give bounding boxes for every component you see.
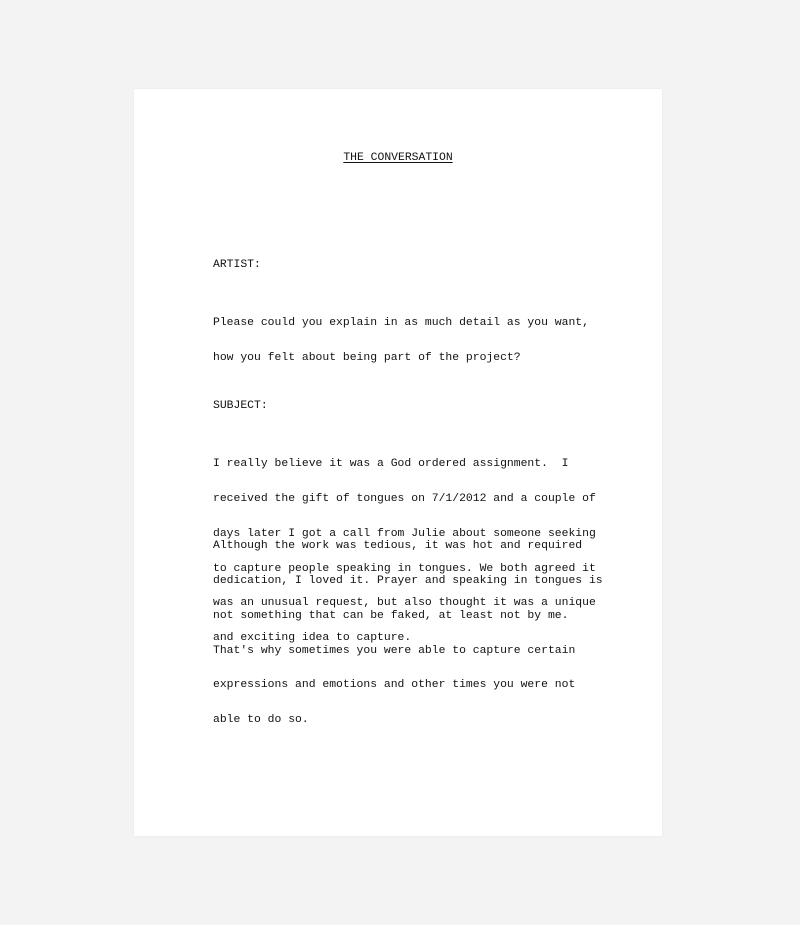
subject-label: SUBJECT: — [213, 400, 268, 412]
artist-label: ARTIST: — [213, 259, 261, 271]
text-line: received the gift of tongues on 7/1/2012 and a couple of — [213, 492, 596, 505]
text-line: I really believe it was a God ordered assignment. I — [213, 458, 569, 471]
text-line: Please could you explain in as much detail as you want, — [213, 317, 589, 330]
text-line: expressions and emotions and other times you were not — [213, 679, 576, 692]
text-line: Although the work was tedious, it was hot and required — [213, 540, 583, 553]
subject-answer-paragraph-2 — [213, 518, 603, 750]
text-line: not something that can be faked, at least not by me. — [213, 609, 569, 622]
text-line: and exciting idea to capture. — [213, 632, 412, 645]
document-page — [134, 89, 662, 836]
text-line: able to do so. — [213, 714, 309, 727]
document-title: THE CONVERSATION — [343, 152, 453, 164]
text-line: days later I got a call from Julie about someone seeking — [213, 527, 596, 540]
text-line: dedication, I loved it. Prayer and speaking in tongues is — [213, 574, 603, 587]
text-line: how you felt about being part of the project? — [213, 351, 521, 364]
text-line: to capture people speaking in tongues. We both agreed it — [213, 562, 596, 575]
artist-question — [213, 295, 589, 388]
text-line: was an unusual request, but also thought it was a unique — [213, 597, 596, 610]
text-line: That's why sometimes you were able to capture certain — [213, 644, 576, 657]
